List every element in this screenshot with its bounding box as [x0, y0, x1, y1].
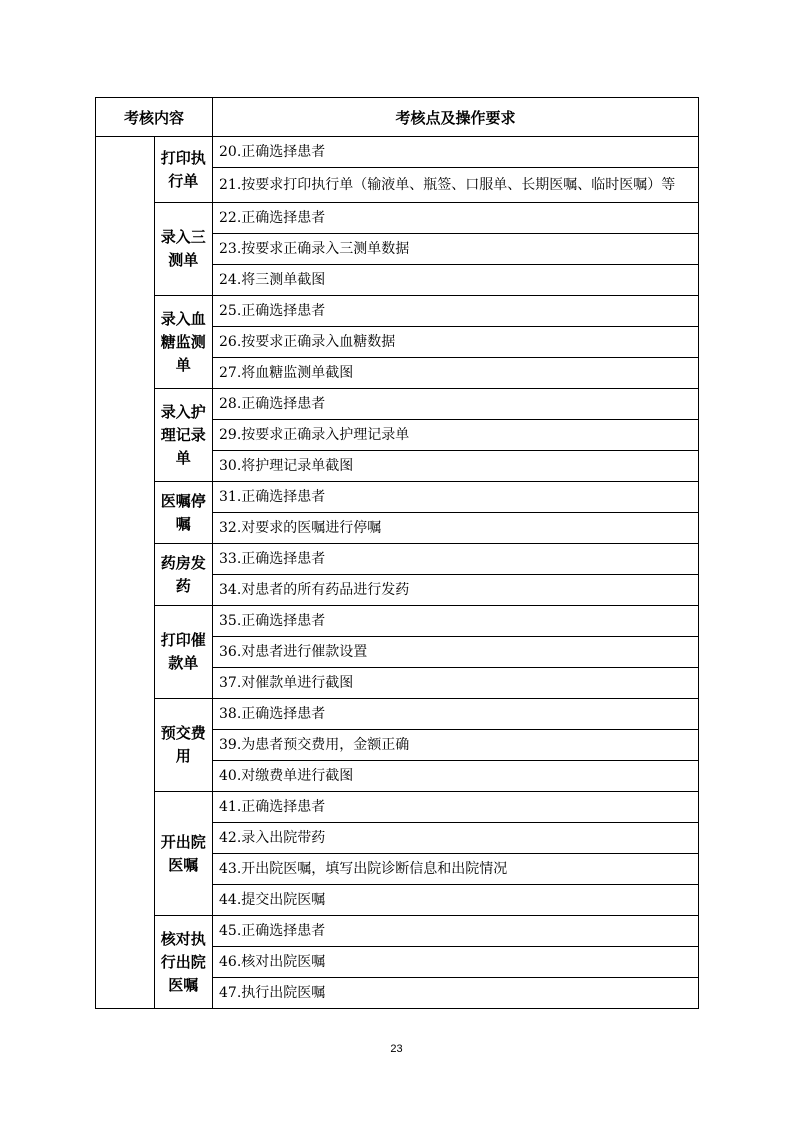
- table-row: [96, 296, 699, 327]
- requirement-item: 35.正确选择患者: [213, 606, 699, 637]
- requirement-item: 27.将血糖监测单截图: [213, 358, 699, 389]
- category-cell: [96, 137, 155, 1009]
- requirement-item: 46.核对出院医嘱: [213, 947, 699, 978]
- assessment-table: [95, 97, 699, 1009]
- table-row: [96, 699, 699, 730]
- requirement-item: 43.开出院医嘱，填写出院诊断信息和出院情况: [213, 854, 699, 885]
- header-assessment-content: 考核内容: [96, 98, 213, 137]
- task-group-label: 药房发药: [154, 544, 213, 606]
- requirement-item: 36.对患者进行催款设置: [213, 637, 699, 668]
- requirement-item: 42.录入出院带药: [213, 823, 699, 854]
- requirement-item: 37.对催款单进行截图: [213, 668, 699, 699]
- requirement-item: 47.执行出院医嘱: [213, 978, 699, 1009]
- requirement-item: 23.按要求正确录入三测单数据: [213, 234, 699, 265]
- task-group-label: 录入三测单: [154, 203, 213, 296]
- task-group-label: 预交费用: [154, 699, 213, 792]
- requirement-item: 29.按要求正确录入护理记录单: [213, 420, 699, 451]
- requirement-item: 44.提交出院医嘱: [213, 885, 699, 916]
- requirement-item: 31.正确选择患者: [213, 482, 699, 513]
- requirement-item: 33.正确选择患者: [213, 544, 699, 575]
- table-body: [96, 137, 699, 1009]
- table-row: [96, 606, 699, 637]
- table-row: [96, 544, 699, 575]
- table-row: [96, 792, 699, 823]
- table-row: [96, 203, 699, 234]
- table-row: [96, 389, 699, 420]
- task-group-label: 开出院医嘱: [154, 792, 213, 916]
- task-group-label: 核对执行出院医嘱: [154, 916, 213, 1009]
- requirement-item: 25.正确选择患者: [213, 296, 699, 327]
- requirement-item: 45.正确选择患者: [213, 916, 699, 947]
- requirement-item: 28.正确选择患者: [213, 389, 699, 420]
- task-group-label: 打印催款单: [154, 606, 213, 699]
- requirement-item: 26.按要求正确录入血糖数据: [213, 327, 699, 358]
- table-row: [96, 482, 699, 513]
- table-header-row: [96, 98, 699, 137]
- requirement-item: 41.正确选择患者: [213, 792, 699, 823]
- requirement-item: 22.正确选择患者: [213, 203, 699, 234]
- requirement-item: 21.按要求打印执行单（输液单、瓶签、口服单、长期医嘱、临时医嘱）等: [213, 168, 699, 203]
- requirement-item: 40.对缴费单进行截图: [213, 761, 699, 792]
- requirement-item: 24.将三测单截图: [213, 265, 699, 296]
- requirement-item: 32.对要求的医嘱进行停嘱: [213, 513, 699, 544]
- requirement-item: 38.正确选择患者: [213, 699, 699, 730]
- page-number: 23: [390, 1043, 403, 1055]
- task-group-label: 录入血糖监测单: [154, 296, 213, 389]
- table-row: [96, 916, 699, 947]
- requirement-item: 20.正确选择患者: [213, 137, 699, 168]
- requirement-item: 39.为患者预交费用，金额正确: [213, 730, 699, 761]
- table-row: [96, 137, 699, 168]
- task-group-label: 录入护理记录单: [154, 389, 213, 482]
- requirement-item: 30.将护理记录单截图: [213, 451, 699, 482]
- header-assessment-points: 考核点及操作要求: [213, 98, 699, 137]
- task-group-label: 医嘱停嘱: [154, 482, 213, 544]
- task-group-label: 打印执行单: [154, 137, 213, 203]
- requirement-item: 34.对患者的所有药品进行发药: [213, 575, 699, 606]
